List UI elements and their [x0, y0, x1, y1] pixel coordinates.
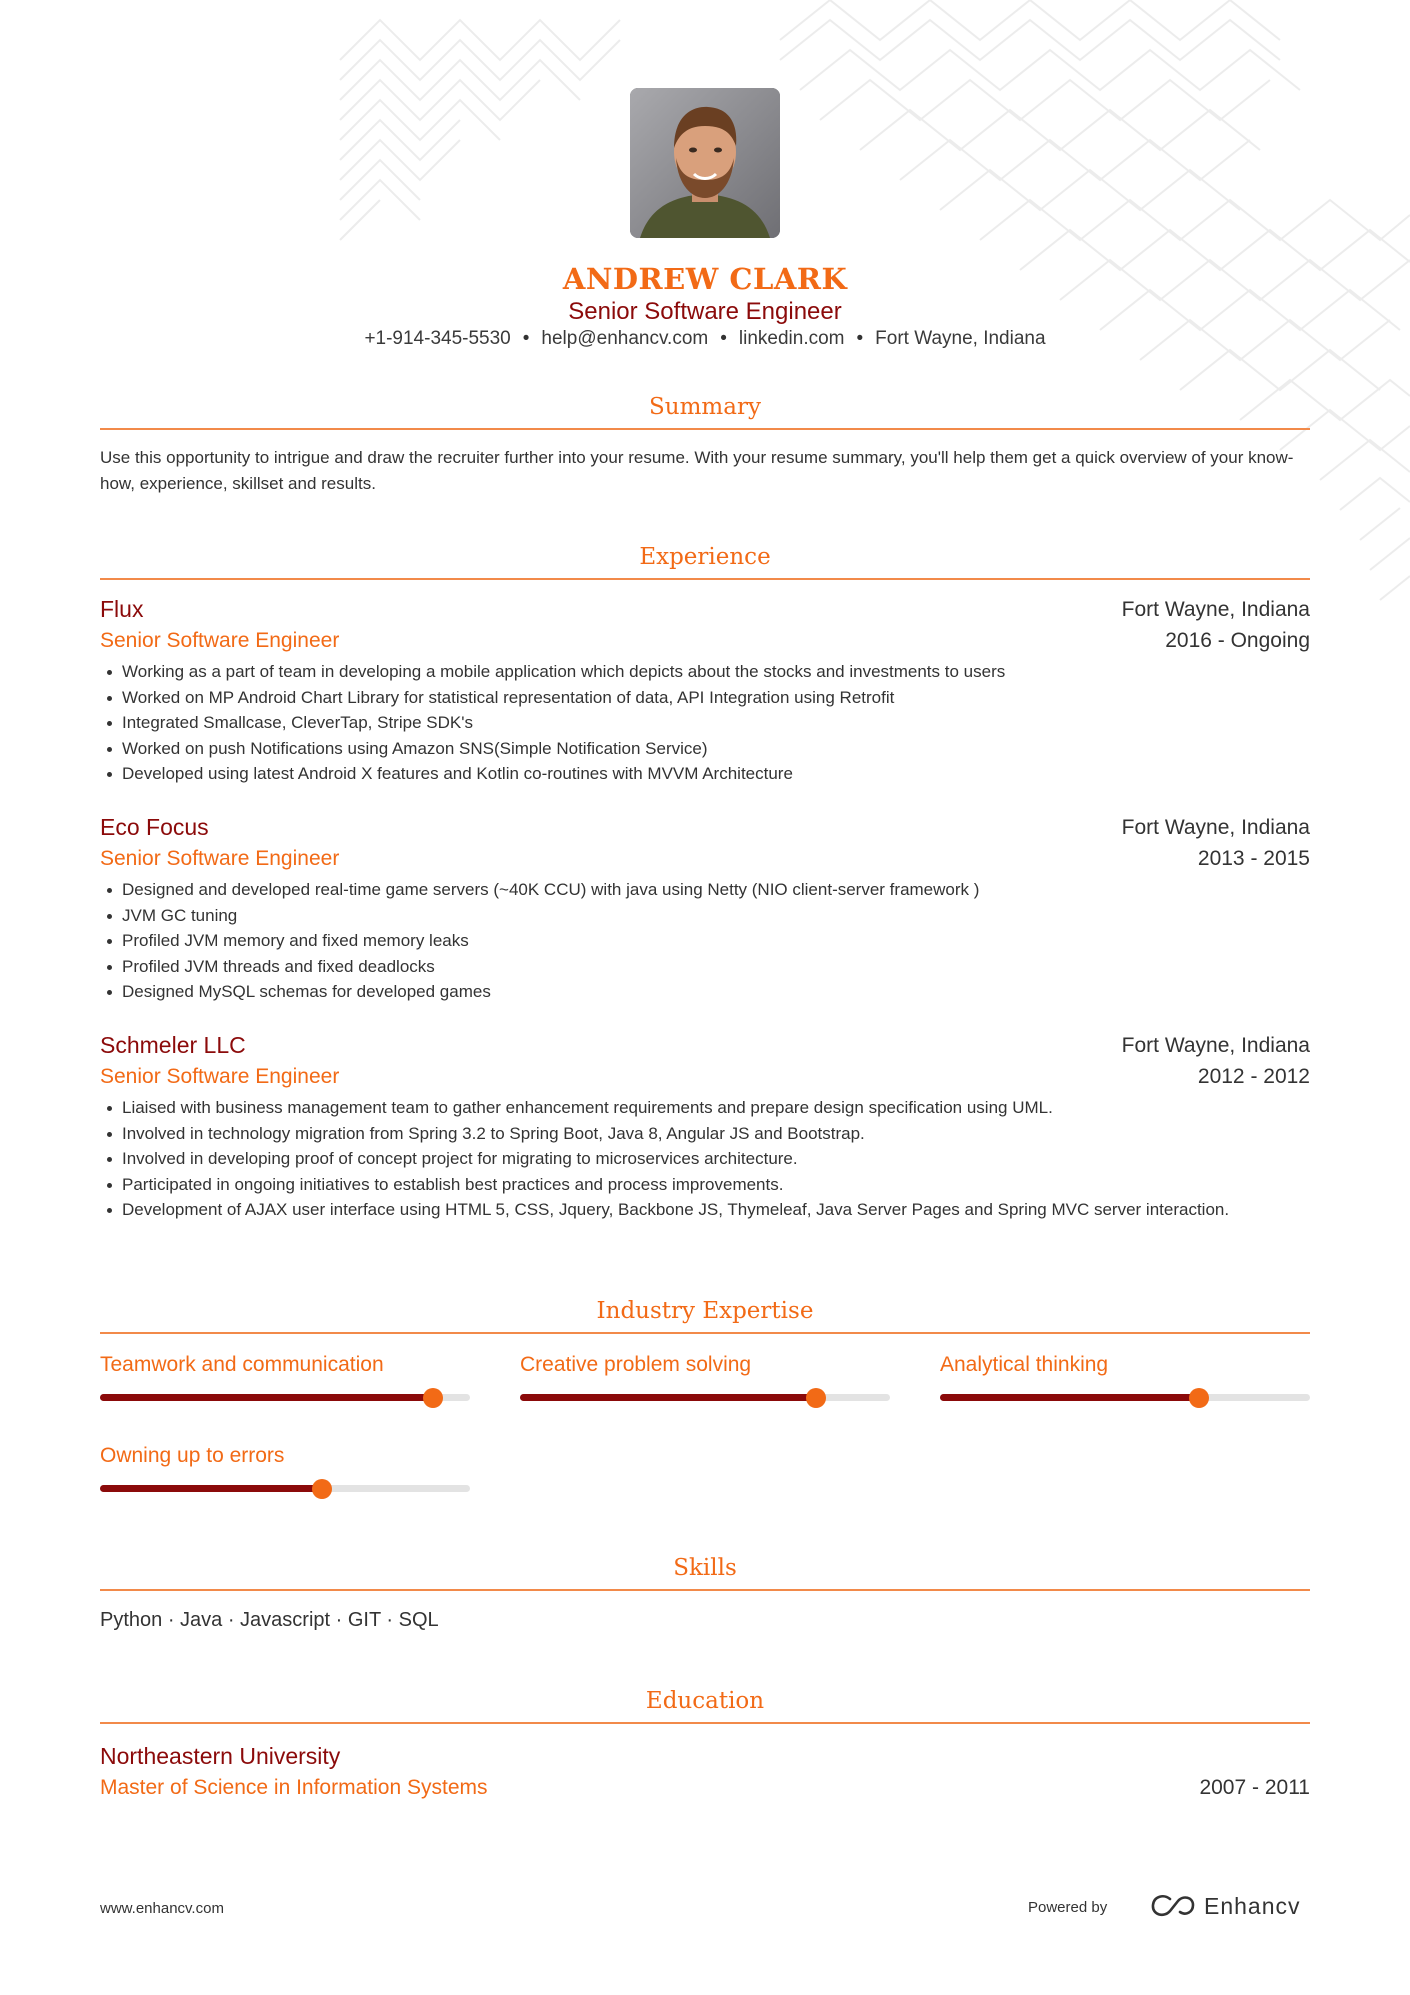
- list-item: Worked on push Notifications using Amazon SNS(Simple Notification Service): [100, 736, 1310, 762]
- expertise-heading: Industry Expertise: [100, 1298, 1310, 1334]
- job-location: Fort Wayne, Indiana: [1121, 1034, 1310, 1057]
- job-entry-eco-focus: [100, 812, 1310, 1005]
- expertise-item: [940, 1350, 1310, 1401]
- school-name: Northeastern University: [100, 1743, 341, 1769]
- list-item: Worked on MP Android Chart Library for statistical representation of data, API Integration using Retrofit: [100, 685, 1310, 711]
- list-item: Profiled JVM memory and fixed memory leaks: [100, 928, 1310, 954]
- list-item: Liaised with business management team to gather enhancement requirements and prepare design specification using UML.: [100, 1095, 1310, 1121]
- expertise-item: [100, 1350, 470, 1401]
- list-item: JVM GC tuning: [100, 903, 1310, 929]
- expertise-item: [520, 1350, 890, 1401]
- summary-heading: Summary: [100, 394, 1310, 430]
- expertise-fill: [940, 1394, 1199, 1401]
- powered-by-label: Powered by: [1028, 1899, 1108, 1916]
- phone: +1-914-345-5530: [364, 328, 511, 349]
- job-entry-flux: [100, 594, 1310, 787]
- job-dates: 2016 - Ongoing: [1165, 629, 1310, 652]
- list-item: Integrated Smallcase, CleverTap, Stripe SDK's: [100, 710, 1310, 736]
- separator-dot: •: [720, 328, 727, 349]
- footer-url[interactable]: www.enhancv.com: [100, 1900, 224, 1917]
- job-role: Senior Software Engineer: [100, 847, 340, 870]
- list-item: Development of AJAX user interface using HTML 5, CSS, Jquery, Backbone JS, Thymeleaf, Java Server Pages and Spring MVC server interaction.: [100, 1197, 1310, 1223]
- list-item: Designed and developed real-time game servers (~40K CCU) with java using Netty (NIO client-server framework ): [100, 877, 1310, 903]
- education-entry: [100, 1741, 1310, 1803]
- job-entry-schmeler: [100, 1030, 1310, 1223]
- separator-dot: •: [522, 328, 530, 349]
- contact-line: [0, 328, 1410, 350]
- job-bullets: [100, 1095, 1310, 1223]
- company-name: Eco Focus: [100, 814, 209, 840]
- expertise-label: Teamwork and communication: [100, 1353, 384, 1376]
- skills-list: Python · Java · Javascript · GIT · SQL: [100, 1609, 439, 1631]
- candidate-title: Senior Software Engineer: [568, 298, 842, 325]
- company-name: Schmeler LLC: [100, 1032, 246, 1058]
- list-item: Working as a part of team in developing a mobile application which depicts about the stocks and investments to users: [100, 659, 1310, 685]
- company-name: Flux: [100, 596, 144, 622]
- brand-name: Enhancv: [1204, 1893, 1301, 1919]
- list-item: Designed MySQL schemas for developed games: [100, 979, 1310, 1005]
- enhancv-logo-icon: [1148, 1890, 1198, 1922]
- expertise-fill: [100, 1485, 322, 1492]
- expertise-knob: [423, 1388, 443, 1408]
- expertise-label: Analytical thinking: [940, 1353, 1109, 1376]
- location: Fort Wayne, Indiana: [875, 328, 1046, 349]
- expertise-knob: [312, 1479, 332, 1499]
- expertise-track: [100, 1394, 470, 1401]
- expertise-track: [940, 1394, 1310, 1401]
- education-heading: Education: [100, 1688, 1310, 1724]
- education-dates: 2007 - 2011: [1199, 1776, 1310, 1799]
- skills-heading: Skills: [100, 1555, 1310, 1591]
- list-item: Involved in technology migration from Spring 3.2 to Spring Boot, Java 8, Angular JS and Bootstrap.: [100, 1121, 1310, 1147]
- job-dates: 2013 - 2015: [1197, 847, 1310, 870]
- expertise-fill: [520, 1394, 816, 1401]
- job-role: Senior Software Engineer: [100, 1065, 340, 1088]
- linkedin[interactable]: linkedin.com: [738, 328, 845, 349]
- job-dates: 2012 - 2012: [1197, 1065, 1310, 1088]
- experience-heading: Experience: [100, 544, 1310, 580]
- candidate-name: ANDREW CLARK: [562, 262, 848, 296]
- separator-dot: •: [856, 328, 864, 349]
- email[interactable]: help@enhancv.com: [541, 328, 709, 349]
- expertise-knob: [1189, 1388, 1209, 1408]
- expertise-knob: [806, 1388, 826, 1408]
- list-item: Participated in ongoing initiatives to establish best practices and process improvements.: [100, 1172, 1310, 1198]
- summary-text: Use this opportunity to intrigue and draw the recruiter further into your resume. With your resume summary, you'll help them get a quick overview of your know-how, experience, skillset and results.: [100, 448, 1294, 493]
- job-location: Fort Wayne, Indiana: [1121, 598, 1310, 621]
- profile-photo: [630, 88, 780, 238]
- expertise-label: Owning up to errors: [100, 1444, 285, 1467]
- job-location: Fort Wayne, Indiana: [1121, 816, 1310, 839]
- degree-name: Master of Science in Information Systems: [100, 1776, 488, 1799]
- job-role: Senior Software Engineer: [100, 629, 340, 652]
- job-bullets: [100, 877, 1310, 1005]
- expertise-track: [520, 1394, 890, 1401]
- job-bullets: [100, 659, 1310, 787]
- expertise-track: [100, 1485, 470, 1492]
- list-item: Profiled JVM threads and fixed deadlocks: [100, 954, 1310, 980]
- expertise-item: [100, 1441, 470, 1492]
- list-item: Developed using latest Android X features and Kotlin co-routines with MVVM Architecture: [100, 761, 1310, 787]
- list-item: Involved in developing proof of concept project for migrating to microservices architecture.: [100, 1146, 1310, 1172]
- expertise-label: Creative problem solving: [520, 1353, 752, 1376]
- expertise-fill: [100, 1394, 433, 1401]
